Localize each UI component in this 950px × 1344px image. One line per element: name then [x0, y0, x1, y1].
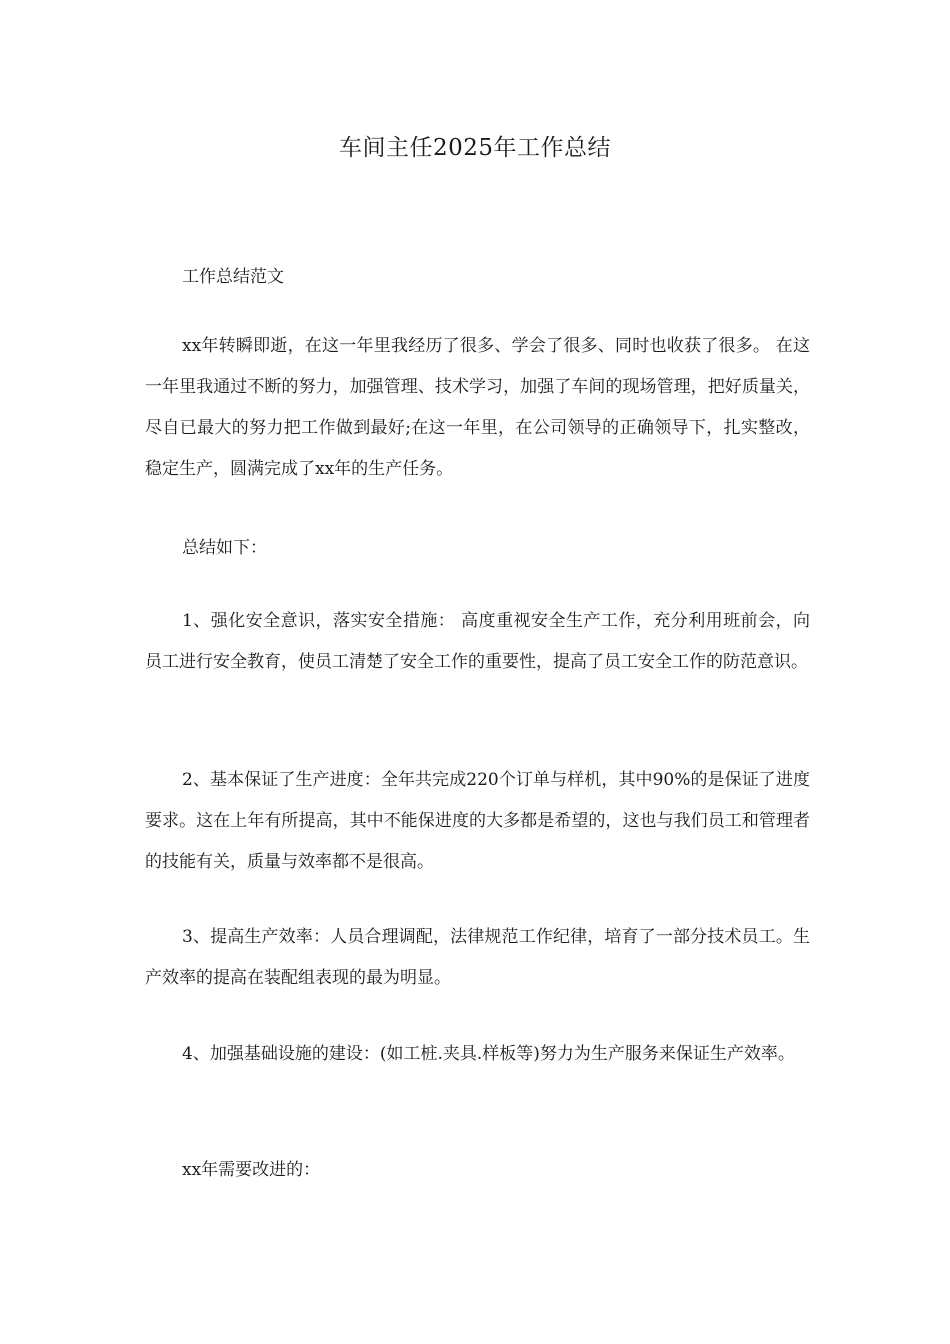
document-title: 车间主任2025年工作总结: [338, 135, 612, 161]
paragraph-item-3: 3、提高生产效率：人员合理调配，法律规范工作纪律，培育了一部分技术员工。生产效率的提高在装配组表现的最为明显。: [145, 927, 810, 988]
paragraph-item-4: 4、加强基础设施的建设：(如工桩.夹具.样板等)努力为生产服务来保证生产效率。: [182, 1044, 795, 1064]
paragraph-intro: xx年转瞬即逝，在这一年里我经历了很多、学会了很多、同时也收获了很多。 在这一年里我通过不断的努力，加强管理、技术学习，加强了车间的现场管理，把好质量关，尽自已最大的努力把工作做到最好;在这一年里，在公司领导的正确领导下，扎实整改，稳定生产，圆满完成了xx年的生产任务。: [145, 336, 810, 479]
paragraph-improvements-heading: xx年需要改进的：: [182, 1160, 321, 1180]
paragraph-item-1: 1、强化安全意识，落实安全措施： 高度重视安全生产工作，充分利用班前会，向员工进行安全教育，使员工清楚了安全工作的重要性，提高了员工安全工作的防范意识。: [145, 611, 810, 672]
paragraph-summary-heading: 总结如下：: [182, 538, 267, 558]
paragraph-item-2: 2、基本保证了生产进度：全年共完成220个订单与样机，其中90%的是保证了进度要求。这在上年有所提高，其中不能保进度的大多都是希望的，这也与我们员工和管理者的技能有关，质量与效率都不是很高。: [145, 770, 810, 872]
paragraph-subtitle: 工作总结范文: [182, 267, 284, 287]
